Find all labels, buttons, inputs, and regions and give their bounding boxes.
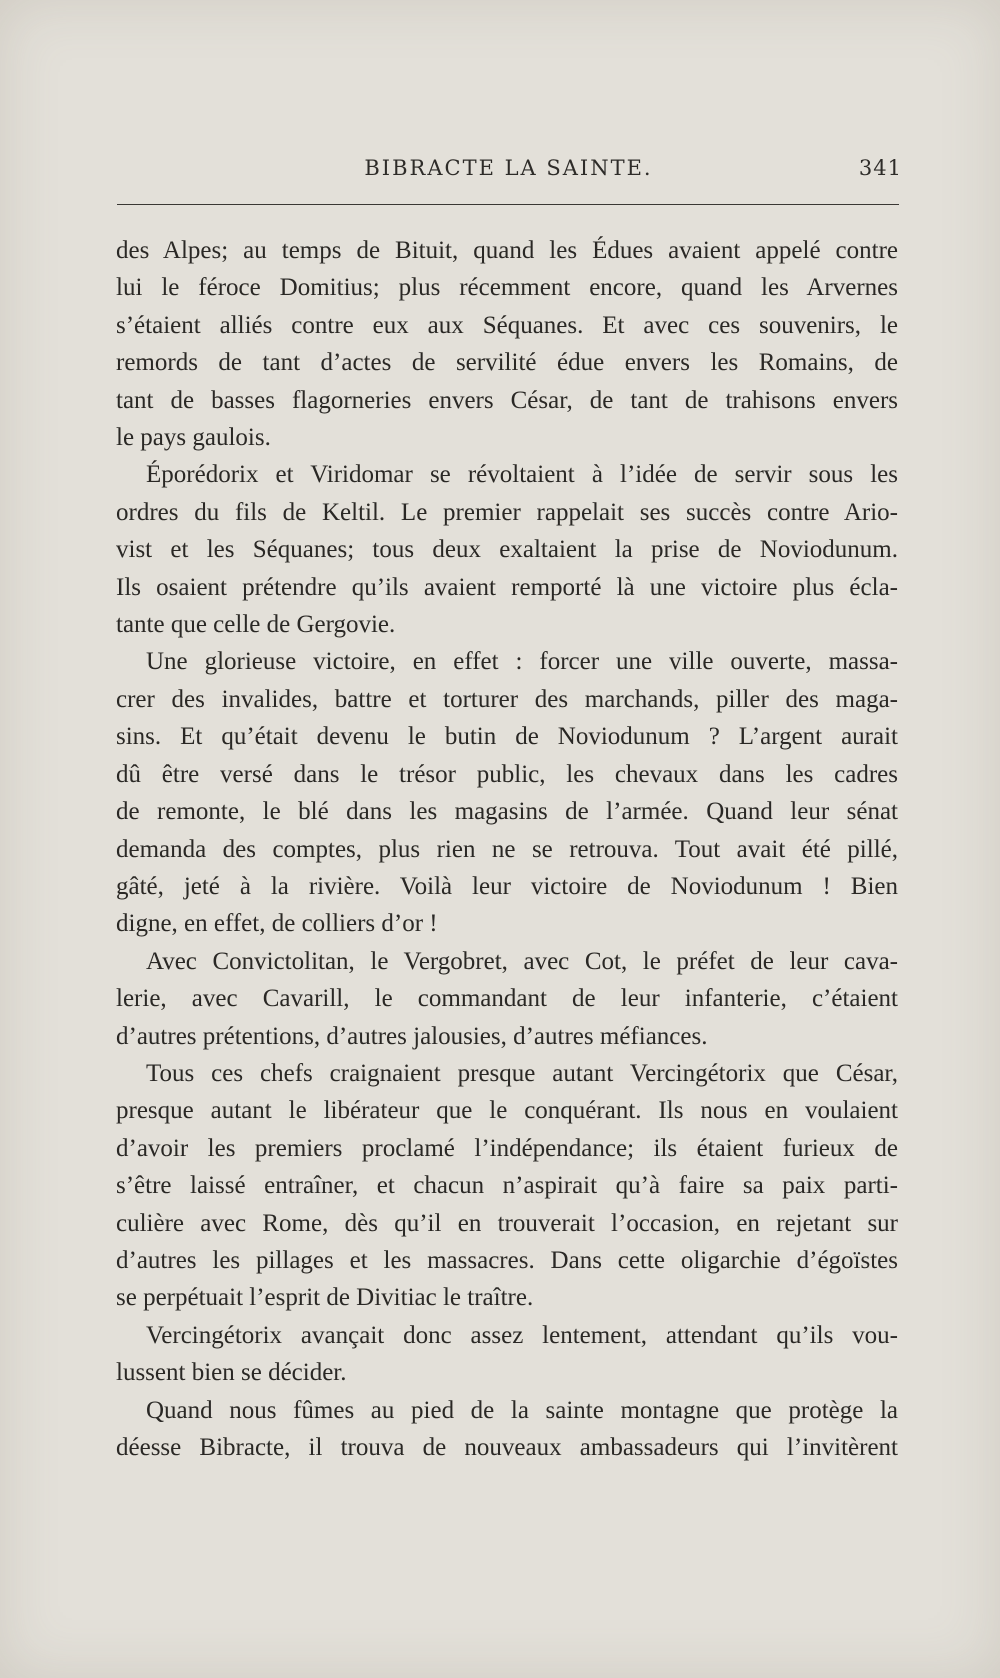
text-line: Une glorieuse victoire, en effet : forcer une ville ouverte, massa- (146, 648, 898, 676)
body-text (116, 232, 898, 1466)
text-line: s’étaient alliés contre eux aux Séquanes. Et avec ces souvenirs, le (116, 311, 898, 339)
text-line: Vercingétorix avançait donc assez lentement, attendant qu’ils vou- (146, 1321, 898, 1349)
text-line: dû être versé dans le trésor public, les chevaux dans les cadres (116, 760, 898, 788)
header-rule (117, 204, 899, 205)
text-line: tant de basses flagorneries envers César, de tant de trahisons envers (116, 386, 898, 414)
text-line: Ils osaient prétendre qu’ils avaient remporté là une victoire plus écla- (116, 573, 898, 601)
text-line: se perpétuait l’esprit de Divitiac le traître. (116, 1284, 534, 1312)
running-head (115, 156, 902, 186)
text-line: déesse Bibracte, il trouva de nouveaux ambassadeurs qui l’invitèrent (116, 1434, 898, 1461)
text-line: lerie, avec Cavarill, le commandant de leur infanterie, c’étaient (116, 985, 898, 1013)
text-line: crer des invalides, battre et torturer des marchands, piller des maga- (116, 685, 898, 713)
text-line: des Alpes; au temps de Bituit, quand les Édues avaient appelé contre (116, 237, 898, 264)
text-line: Éporédorix et Viridomar se révoltaient à l’idée de servir sous les (146, 461, 898, 489)
text-line: vist et les Séquanes; tous deux exaltaient la prise de Noviodunum. (116, 536, 898, 564)
text-line: demanda des comptes, plus rien ne se retrouva. Tout avait été pillé, (116, 835, 898, 863)
text-line: Quand nous fûmes au pied de la sainte montagne que protège la (146, 1396, 898, 1424)
text-line: lui le féroce Domitius; plus récemment encore, quand les Arvernes (116, 274, 898, 302)
text-line: lussent bien se décider. (116, 1359, 347, 1387)
text-line: le pays gaulois. (116, 424, 271, 452)
text-line: sins. Et qu’était devenu le butin de Noviodunum ? L’argent aurait (116, 723, 898, 751)
text-line: presque autant le libérateur que le conquérant. Ils nous en voulaient (116, 1097, 898, 1125)
text-line: remords de tant d’actes de servilité édue envers les Romains, de (116, 349, 898, 377)
text-line: d’avoir les premiers proclamé l’indépendance; ils étaient furieux de (116, 1134, 898, 1162)
text-line: Tous ces chefs craignaient presque autant Vercingétorix que César, (146, 1059, 898, 1087)
text-line: gâté, jeté à la rivière. Voilà leur victoire de Noviodunum ! Bien (116, 872, 898, 900)
page-number: 341 (858, 156, 902, 180)
text-line: tante que celle de Gergovie. (116, 611, 396, 639)
running-title: BIBRACTE LA SAINTE. (364, 156, 653, 180)
text-line: d’autres les pillages et les massacres. Dans cette oligarchie d’égoïstes (116, 1246, 898, 1274)
text-line: culière avec Rome, dès qu’il en trouverait l’occasion, en rejetant sur (116, 1209, 898, 1237)
text-line: ordres du fils de Keltil. Le premier rappelait ses succès contre Ario- (116, 498, 898, 526)
text-line: de remonte, le blé dans les magasins de l’armée. Quand leur sénat (116, 798, 898, 826)
text-line: s’être laissé entraîner, et chacun n’aspirait qu’à faire sa paix parti- (116, 1172, 898, 1200)
text-column (116, 232, 898, 1466)
text-line: digne, en effet, de colliers d’or ! (116, 910, 438, 938)
text-line: d’autres prétentions, d’autres jalousies, d’autres méfiances. (116, 1022, 708, 1050)
text-line: Avec Convictolitan, le Vergobret, avec Cot, le préfet de leur cava- (146, 947, 898, 975)
